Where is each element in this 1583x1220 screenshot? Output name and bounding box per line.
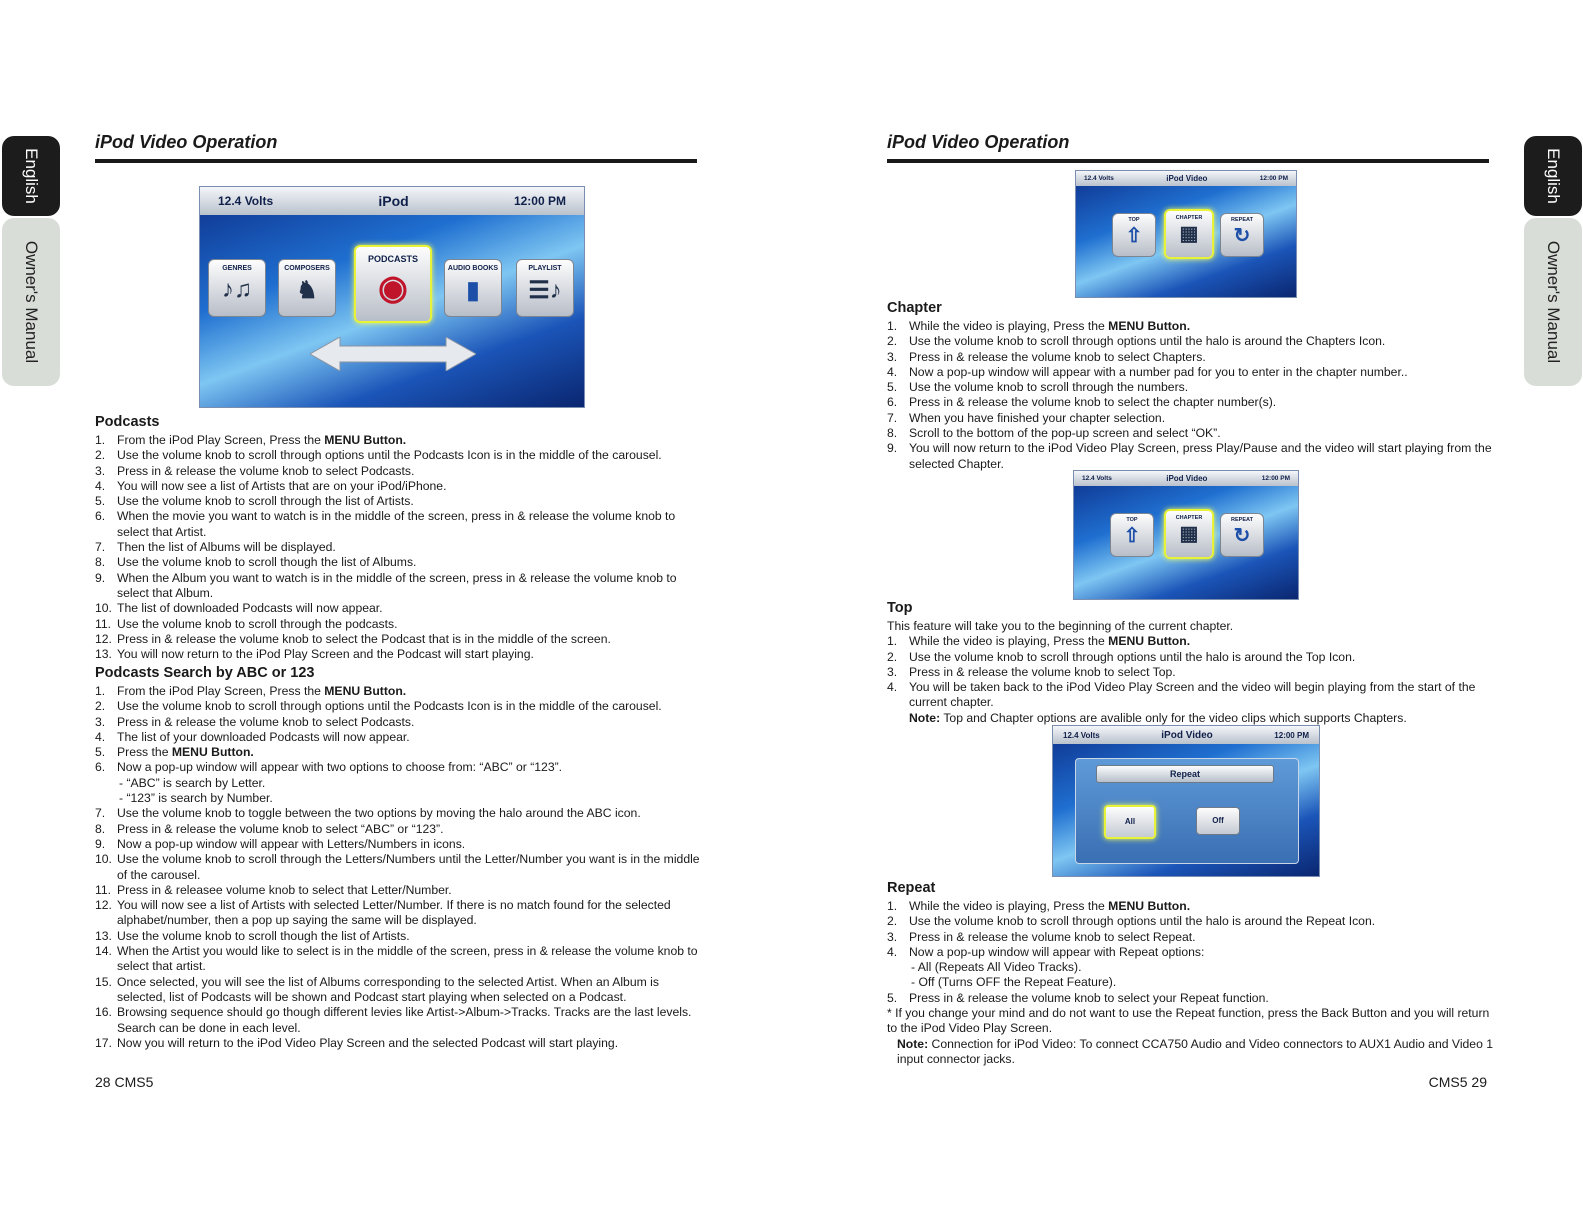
repeat-label-1: REPEAT xyxy=(1231,217,1253,223)
ipod-video-screen-chapter xyxy=(1075,170,1297,298)
step-bold-text: MENU Button. xyxy=(1108,899,1191,913)
step-item xyxy=(887,319,1497,334)
step-item xyxy=(95,944,705,975)
volts-readout-1: 12.4 Volts xyxy=(1084,175,1114,182)
genres-tile xyxy=(208,259,266,317)
tab-english xyxy=(2,136,60,216)
audio-books-tile xyxy=(444,259,502,317)
step-number: 1. xyxy=(95,433,106,447)
step-text: Press in & release the volume knob to select Repeat. xyxy=(909,929,1196,944)
step-text: Press in & release the volume knob to select Podcasts. xyxy=(117,463,415,478)
step-text: Browsing sequence should go though different levies like Artist->Album->Tracks. Tracks are the last levels. Search can be done in each level. xyxy=(117,1005,692,1035)
step-number: 7. xyxy=(887,410,898,425)
step-item xyxy=(887,665,1497,680)
step-item xyxy=(887,634,1497,649)
step-number: 1. xyxy=(887,634,898,649)
chapter-tile-2 xyxy=(1164,509,1214,559)
step-number: 1. xyxy=(887,319,898,333)
repeat-note-label: Note: xyxy=(897,1036,929,1051)
step-number: 4. xyxy=(887,364,898,379)
composers-label: COMPOSERS xyxy=(284,265,330,272)
step-text: Use the volume knob to scroll through options until the Podcasts Icon is in the middle of the carousel. xyxy=(117,699,662,714)
tab-owners-manual-right xyxy=(1524,218,1582,386)
step-text: Press the xyxy=(117,745,172,760)
step-item xyxy=(95,479,705,494)
title-rule-right xyxy=(887,159,1489,163)
tab-owners-manual-right-label: Owner's Manual xyxy=(1544,240,1564,364)
chapter-grid-icon-2: ▦ xyxy=(1179,523,1199,545)
search-option-123: - “123” is search by Number. xyxy=(119,791,273,806)
step-number: 7. xyxy=(95,540,106,555)
search-option-abc: - “ABC” is search by Letter. xyxy=(119,775,266,790)
repeat-section xyxy=(887,879,1497,1067)
status-bar-3 xyxy=(1053,726,1319,744)
step-item xyxy=(887,991,1497,1006)
step-item xyxy=(887,380,1497,395)
clock-readout-1: 12:00 PM xyxy=(1259,175,1288,182)
step-number: 10. xyxy=(95,601,112,616)
step-text: Now you will return to the iPod Video Play Screen and the selected Podcast will start playing. xyxy=(117,1035,619,1050)
step-item xyxy=(95,883,705,898)
chapter-steps xyxy=(887,319,1497,472)
repeat-tile-1 xyxy=(1220,213,1264,257)
step-item xyxy=(95,647,705,662)
step-number: 3. xyxy=(887,664,898,679)
step-text: Press in & release the volume knob to select “ABC” or “123”. xyxy=(117,821,444,836)
podcasts-section xyxy=(95,413,705,662)
step-item xyxy=(95,730,705,745)
ipod-video-screen-top xyxy=(1073,470,1299,600)
arrow-up-icon: ⇧ xyxy=(1125,225,1143,247)
step-text: You will now see a list of Artists that are on your iPod/iPhone. xyxy=(117,478,447,493)
step-text: You will now see a list of Artists with selected Letter/Number. If there is no match found for the selected alphabet/number, then a pop up saying the same will be displayed. xyxy=(117,898,671,928)
step-item xyxy=(95,684,705,699)
top-steps xyxy=(887,634,1497,710)
top-tile-2 xyxy=(1110,513,1154,557)
step-number: 6. xyxy=(95,760,106,775)
step-number: 9. xyxy=(95,570,106,585)
step-number: 4. xyxy=(887,944,898,959)
top-label-2: TOP xyxy=(1126,517,1138,523)
repeat-note-text: Connection for iPod Video: To connect CCA750 Audio and Video connectors to AUX1 Audio and Video 1 input connector jacks. xyxy=(897,1036,1494,1066)
step-number: 6. xyxy=(887,395,898,410)
step-item xyxy=(887,350,1497,365)
repeat-popup-title: Repeat xyxy=(1096,765,1274,783)
top-note xyxy=(887,711,1497,726)
step-number: 13. xyxy=(95,928,112,943)
repeat-label-2: REPEAT xyxy=(1231,517,1253,523)
page-footer-right: CMS5 29 xyxy=(1428,1074,1487,1090)
step-text: While the video is playing, Press the xyxy=(909,634,1109,649)
step-item xyxy=(95,433,705,448)
guitar-icon: ♪♫ xyxy=(222,276,252,303)
step-number: 3. xyxy=(95,714,106,729)
repeat-popup xyxy=(1075,758,1299,864)
book-icon: ▮ xyxy=(466,277,480,304)
step-number: 12. xyxy=(95,631,112,646)
step-number: 1. xyxy=(887,899,898,913)
repeat-all-option: All xyxy=(1104,805,1156,839)
playlist-label: PLAYLIST xyxy=(528,265,562,272)
screen-title: iPod xyxy=(378,193,409,209)
step-text: Use the volume knob to scroll through the Letters/Numbers until the Letter/Number you want is in the middle of the carousel. xyxy=(117,852,700,882)
step-text: Scroll to the bottom of the pop-up screen and select “OK”. xyxy=(909,426,1221,441)
step-item xyxy=(95,571,705,602)
step-text: Use the volume knob to scroll through options until the halo is around the Chapters Icon. xyxy=(909,334,1386,349)
repeat-option-all: - All (Repeats All Video Tracks). xyxy=(911,960,1082,975)
step-number: 4. xyxy=(95,478,106,493)
step-number: 5. xyxy=(95,745,106,760)
step-item xyxy=(887,914,1497,929)
step-number: 10. xyxy=(95,852,112,867)
step-number: 2. xyxy=(887,649,898,664)
step-item xyxy=(95,632,705,647)
repeat-steps-a xyxy=(887,899,1497,960)
carousel-arrows-icon xyxy=(310,337,476,371)
step-number: 6. xyxy=(95,509,106,524)
step-item xyxy=(95,1005,705,1036)
step-text: Use the volume knob to scroll through the numbers. xyxy=(909,380,1189,395)
step-text: Press in & release the volume knob to select the Podcast that is in the middle of the screen. xyxy=(117,631,611,646)
step-number: 9. xyxy=(95,836,106,851)
step-text: You will now return to the iPod Play Screen and the Podcast will start playing. xyxy=(117,647,534,662)
status-bar xyxy=(200,187,584,215)
step-number: 2. xyxy=(95,448,106,463)
step-text: Use the volume knob to scroll though the list of Albums. xyxy=(117,555,417,570)
step-text: Use the volume knob to scroll through the list of Artists. xyxy=(117,494,414,509)
step-text: While the video is playing, Press the xyxy=(909,899,1109,913)
clock-readout-2: 12:00 PM xyxy=(1261,475,1290,482)
step-item xyxy=(95,617,705,632)
page-title: iPod Video Operation xyxy=(95,132,278,152)
top-label-1: TOP xyxy=(1128,217,1140,223)
step-text: When the movie you want to watch is in the middle of the screen, press in & release the volume knob to select that Artist. xyxy=(117,509,676,539)
step-number: 3. xyxy=(95,463,106,478)
volts-readout-3: 12.4 Volts xyxy=(1063,730,1100,740)
step-item xyxy=(887,899,1497,914)
step-number: 4. xyxy=(95,729,106,744)
step-text: Now a pop-up window will appear with a number pad for you to enter in the chapter number.. xyxy=(909,364,1408,379)
step-number: 7. xyxy=(95,806,106,821)
genres-label: GENRES xyxy=(222,265,252,272)
top-tile-1 xyxy=(1112,213,1156,257)
step-text: Use the volume knob to scroll though the list of Artists. xyxy=(117,928,410,943)
tab-english-label: English xyxy=(21,148,41,204)
step-number: 2. xyxy=(887,914,898,929)
step-number: 13. xyxy=(95,647,112,662)
step-number: 2. xyxy=(95,699,106,714)
chapter-heading: Chapter xyxy=(887,300,942,316)
page-title-right: iPod Video Operation xyxy=(887,132,1070,152)
step-number: 16. xyxy=(95,1005,112,1020)
step-text: The list of downloaded Podcasts will now appear. xyxy=(117,601,383,616)
podcasts-tile xyxy=(354,245,432,323)
step-item xyxy=(887,334,1497,349)
step-text: You will be taken back to the iPod Video Play Screen and the video will begin playing from the start of the current chapter. xyxy=(909,680,1476,710)
chapter-tile-1 xyxy=(1164,209,1214,259)
podcasts-label: PODCASTS xyxy=(367,254,418,264)
top-intro: This feature will take you to the beginning of the current chapter. xyxy=(887,619,1234,633)
step-text: Then the list of Albums will be displayed. xyxy=(117,540,336,555)
step-text: When the Album you want to watch is in the middle of the screen, press in & release the volume knob to select that Album. xyxy=(117,570,677,600)
step-item xyxy=(95,540,705,555)
step-item xyxy=(95,822,705,837)
step-number: 9. xyxy=(887,441,898,456)
step-item xyxy=(887,426,1497,441)
ipod-video-screen-repeat xyxy=(1052,725,1320,877)
step-item xyxy=(95,929,705,944)
step-bold-text: MENU Button. xyxy=(1108,634,1191,649)
step-text: From the iPod Play Screen, Press the xyxy=(117,433,325,447)
step-number: 8. xyxy=(887,426,898,441)
step-text: Use the volume knob to toggle between the two options by moving the halo around the ABC icon. xyxy=(117,806,641,821)
step-item xyxy=(95,601,705,616)
step-number: 8. xyxy=(95,821,106,836)
step-item xyxy=(95,464,705,479)
step-text: Use the volume knob to scroll through the podcasts. xyxy=(117,616,398,631)
repeat-icon: ↻ xyxy=(1233,225,1251,247)
search-steps-b xyxy=(95,806,705,1051)
step-text: Now a pop-up window will appear with two options to choose from: “ABC” or “123”. xyxy=(117,760,563,775)
step-item xyxy=(95,699,705,714)
step-number: 5. xyxy=(95,494,106,509)
volts-readout: 12.4 Volts xyxy=(218,194,274,208)
step-item xyxy=(95,745,705,760)
status-bar-2 xyxy=(1074,471,1298,486)
tab-owners-manual xyxy=(2,218,60,386)
step-number: 15. xyxy=(95,974,112,989)
top-note-text: Top and Chapter options are avalible only for the video clips which supports Chapters. xyxy=(940,710,1407,725)
step-text: Use the volume knob to scroll through options until the halo is around the Repeat Icon. xyxy=(909,914,1376,929)
step-number: 5. xyxy=(887,380,898,395)
volts-readout-2: 12.4 Volts xyxy=(1082,475,1112,482)
tab-english-right-label: English xyxy=(1543,148,1563,204)
step-item xyxy=(95,898,705,929)
step-item xyxy=(95,852,705,883)
top-section xyxy=(887,599,1497,726)
chapter-label-2: CHAPTER xyxy=(1175,515,1203,521)
status-bar-1 xyxy=(1076,171,1296,186)
screen-title-2: iPod Video xyxy=(1166,474,1208,483)
podcast-icon: ◉ xyxy=(378,269,408,307)
search-steps-a xyxy=(95,684,705,776)
step-item xyxy=(887,650,1497,665)
step-number: 8. xyxy=(95,555,106,570)
screen-title-3: iPod Video xyxy=(1161,729,1213,741)
step-number: 3. xyxy=(887,929,898,944)
playlist-tile xyxy=(516,259,574,317)
step-number: 5. xyxy=(887,990,898,1005)
top-note-label: Note: xyxy=(909,710,941,725)
repeat-off-option: Off xyxy=(1196,807,1240,835)
composers-tile xyxy=(278,259,336,317)
podcasts-heading: Podcasts xyxy=(95,414,160,430)
repeat-heading: Repeat xyxy=(887,880,936,896)
audio-books-label: AUDIO BOOKS xyxy=(447,265,499,272)
podcasts-steps xyxy=(95,433,705,662)
step-bold-text: MENU Button. xyxy=(324,433,407,447)
step-item xyxy=(887,365,1497,380)
step-number: 1. xyxy=(95,684,106,698)
title-rule xyxy=(95,159,697,163)
step-item xyxy=(95,806,705,821)
step-text: Now a pop-up window will appear with Letters/Numbers in icons. xyxy=(117,836,466,851)
step-text: Use the volume knob to scroll through options until the halo is around the Top Icon. xyxy=(909,649,1356,664)
step-number: 2. xyxy=(887,334,898,349)
step-number: 11. xyxy=(95,882,112,897)
step-item xyxy=(95,1036,705,1051)
clock-readout-3: 12:00 PM xyxy=(1274,730,1309,740)
top-heading: Top xyxy=(887,600,913,616)
screen-title-1: iPod Video xyxy=(1166,174,1208,183)
step-item xyxy=(887,945,1497,960)
step-bold-text: MENU Button. xyxy=(1108,319,1191,333)
step-item xyxy=(95,760,705,775)
step-item xyxy=(95,715,705,730)
step-item xyxy=(95,448,705,463)
repeat-tile-2 xyxy=(1220,513,1264,557)
step-number: 3. xyxy=(887,349,898,364)
step-item xyxy=(95,509,705,540)
step-text: Press in & release the volume knob to select Chapters. xyxy=(909,349,1206,364)
step-bold-text: MENU Button. xyxy=(324,684,407,698)
tab-english-right xyxy=(1524,136,1582,216)
step-number: 11. xyxy=(95,616,112,631)
step-item xyxy=(887,680,1497,711)
step-text: When the Artist you would like to select is in the middle of the screen, press in & release the volume knob to select that artist. xyxy=(117,944,698,974)
repeat-asterisk-note: * If you change your mind and do not want to use the Repeat function, press the Back Button and you will return to the iPod Video Play Screen. xyxy=(887,1006,1490,1036)
step-number: 17. xyxy=(95,1035,112,1050)
ipod-screen-figure xyxy=(199,186,585,408)
repeat-icon-2: ↻ xyxy=(1233,525,1251,547)
step-item xyxy=(887,930,1497,945)
step-text: You will now return to the iPod Video Play Screen, press Play/Pause and the video will start playing from the selected Chapter. xyxy=(909,441,1492,471)
step-text: Press in & release the volume knob to select Top. xyxy=(909,664,1176,679)
chapter-label-1: CHAPTER xyxy=(1175,215,1203,221)
step-item xyxy=(95,494,705,509)
step-text: Press in & release the volume knob to select the chapter number(s). xyxy=(909,395,1277,410)
step-item xyxy=(887,395,1497,410)
step-text: Use the volume knob to scroll through options until the Podcasts Icon is in the middle of the carousel. xyxy=(117,448,662,463)
chapter-grid-icon: ▦ xyxy=(1179,223,1199,245)
step-text: Once selected, you will see the list of Albums corresponding to the selected Artist. When an Album is selected, list of Podcasts will be shown and Podcast start playing when selected on a Podcast. xyxy=(117,974,659,1004)
search-section xyxy=(95,664,705,1051)
step-number: 14. xyxy=(95,944,112,959)
step-item xyxy=(887,411,1497,426)
step-number: 12. xyxy=(95,898,112,913)
step-item xyxy=(95,555,705,570)
conductor-icon: ♞ xyxy=(296,277,318,304)
chapter-section xyxy=(887,299,1497,472)
step-text: From the iPod Play Screen, Press the xyxy=(117,684,325,698)
step-text: Press in & releasee volume knob to select that Letter/Number. xyxy=(117,882,452,897)
step-item xyxy=(95,975,705,1006)
repeat-option-off: - Off (Turns OFF the Repeat Feature). xyxy=(911,975,1117,990)
step-number: 4. xyxy=(887,680,898,695)
step-text: When you have finished your chapter selection. xyxy=(909,410,1166,425)
clock-readout: 12:00 PM xyxy=(513,194,566,208)
page-footer-left: 28 CMS5 xyxy=(95,1074,154,1090)
step-text: While the video is playing, Press the xyxy=(909,319,1109,333)
step-item xyxy=(887,441,1497,472)
search-heading: Podcasts Search by ABC or 123 xyxy=(95,665,315,681)
step-item xyxy=(95,837,705,852)
tab-owners-manual-label: Owner's Manual xyxy=(22,240,42,364)
step-text: Now a pop-up window will appear with Repeat options: xyxy=(909,944,1205,959)
repeat-note xyxy=(887,1037,1497,1068)
repeat-steps-b xyxy=(887,991,1497,1006)
step-bold-text: MENU Button. xyxy=(171,745,254,760)
step-text: The list of your downloaded Podcasts will now appear. xyxy=(117,729,410,744)
step-text: Press in & release the volume knob to select Podcasts. xyxy=(117,714,415,729)
step-text: Press in & release the volume knob to select your Repeat function. xyxy=(909,990,1269,1005)
playlist-icon: ☰♪ xyxy=(528,277,562,304)
arrow-up-icon-2: ⇧ xyxy=(1123,525,1141,547)
